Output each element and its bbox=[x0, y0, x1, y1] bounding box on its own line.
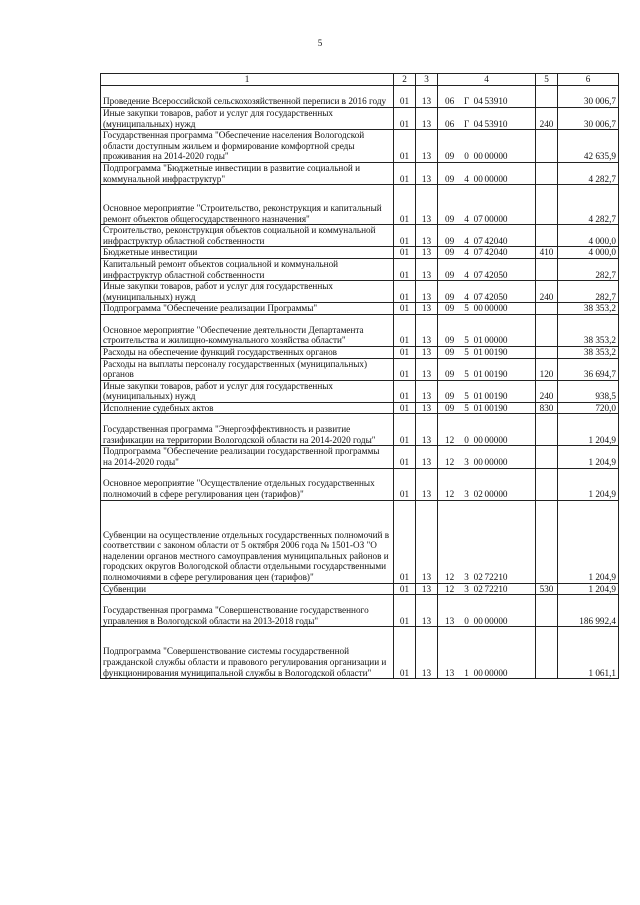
target-article-code bbox=[438, 668, 535, 679]
subsection-code-cell: 13 bbox=[416, 402, 438, 414]
target-article-part-1: 13 bbox=[445, 667, 455, 678]
amount-cell: 38 353,2 bbox=[558, 303, 619, 315]
target-article-code bbox=[438, 119, 535, 130]
target-article-code bbox=[438, 347, 535, 358]
amount-cell: 4 282,7 bbox=[558, 185, 619, 225]
target-article-part-2: 5 bbox=[464, 346, 469, 357]
target-article-part-1: 12 bbox=[445, 434, 455, 445]
target-article-cell bbox=[438, 185, 536, 225]
expense-type-cell bbox=[536, 446, 558, 468]
subsection-code-cell: 13 bbox=[416, 281, 438, 303]
target-article-part-3: 00 bbox=[473, 457, 483, 468]
table-row bbox=[101, 346, 619, 358]
target-article-part-3: 07 bbox=[473, 235, 483, 246]
target-article-part-2: 3 bbox=[464, 457, 469, 468]
target-article-part-4: 00190 bbox=[484, 402, 508, 413]
table-row bbox=[101, 627, 619, 679]
target-article-part-1: 09 bbox=[445, 173, 455, 184]
target-article-part-2: 3 bbox=[464, 583, 469, 594]
target-article-code bbox=[438, 403, 535, 414]
amount-cell: 42 635,9 bbox=[558, 130, 619, 163]
target-article-cell bbox=[438, 583, 536, 595]
subsection-code-cell: 13 bbox=[416, 130, 438, 163]
target-article-cell bbox=[438, 303, 536, 315]
target-article-part-2: 5 bbox=[464, 369, 469, 380]
target-article-cell bbox=[438, 595, 536, 627]
target-article-part-1: 09 bbox=[445, 391, 455, 402]
table-row bbox=[101, 108, 619, 130]
amount-cell: 1 204,9 bbox=[558, 500, 619, 583]
target-article-part-1: 09 bbox=[445, 247, 455, 258]
target-article-part-4: 72210 bbox=[484, 572, 508, 583]
expense-type-cell bbox=[536, 414, 558, 446]
expense-type-cell: 530 bbox=[536, 583, 558, 595]
target-article-part-1: 09 bbox=[445, 213, 455, 224]
subsection-code-cell: 13 bbox=[416, 414, 438, 446]
section-code-cell: 01 bbox=[394, 281, 416, 303]
amount-cell: 938,5 bbox=[558, 380, 619, 402]
target-article-part-4: 00000 bbox=[484, 615, 508, 626]
expense-type-cell bbox=[536, 595, 558, 627]
expense-type-cell bbox=[536, 130, 558, 163]
subsection-code-cell: 13 bbox=[416, 500, 438, 583]
target-article-cell bbox=[438, 258, 536, 280]
expense-name-cell: Субвенции на осуществление отдельных государственных полномочий в соответствии с законом области от 5 октября 2006 года № 1501-ОЗ "О наделении органов местного самоуправления муниципальных районов и городских округов Вологодской области отдельными государственными полномочиями в сфере регулирования цен (тарифов)" bbox=[101, 500, 394, 583]
header-col-2: 2 bbox=[394, 74, 416, 86]
subsection-code-cell: 13 bbox=[416, 314, 438, 346]
amount-cell: 1 061,1 bbox=[558, 627, 619, 679]
target-article-cell bbox=[438, 225, 536, 247]
target-article-cell bbox=[438, 247, 536, 259]
section-code-cell: 01 bbox=[394, 583, 416, 595]
table-row bbox=[101, 583, 619, 595]
subsection-code-cell: 13 bbox=[416, 446, 438, 468]
amount-cell: 4 000,0 bbox=[558, 247, 619, 259]
expense-type-cell: 240 bbox=[536, 281, 558, 303]
target-article-part-4: 00000 bbox=[484, 303, 508, 314]
target-article-part-3: 00 bbox=[473, 303, 483, 314]
target-article-part-3: 00 bbox=[473, 667, 483, 678]
target-article-cell bbox=[438, 281, 536, 303]
target-article-part-1: 09 bbox=[445, 402, 455, 413]
target-article-part-1: 12 bbox=[445, 489, 455, 500]
amount-cell: 30 006,7 bbox=[558, 86, 619, 108]
expense-name-cell: Исполнение судебных актов bbox=[101, 402, 394, 414]
target-article-part-2: 4 bbox=[464, 173, 469, 184]
target-article-part-4: 53910 bbox=[484, 118, 508, 129]
table-row bbox=[101, 468, 619, 500]
subsection-code-cell: 13 bbox=[416, 303, 438, 315]
target-article-part-1: 12 bbox=[445, 457, 455, 468]
target-article-part-4: 53910 bbox=[484, 96, 508, 107]
target-article-part-1: 09 bbox=[445, 346, 455, 357]
target-article-part-1: 09 bbox=[445, 235, 455, 246]
section-code-cell: 01 bbox=[394, 108, 416, 130]
target-article-code bbox=[438, 489, 535, 500]
section-code-cell: 01 bbox=[394, 314, 416, 346]
expense-name-cell: Государственная программа "Энергоэффективность и развитие газификации на территории Вологодской области на 2014-2020 годы" bbox=[101, 414, 394, 446]
table-row bbox=[101, 595, 619, 627]
subsection-code-cell: 13 bbox=[416, 247, 438, 259]
target-article-part-2: 5 bbox=[464, 402, 469, 413]
amount-cell: 1 204,9 bbox=[558, 468, 619, 500]
target-article-part-3: 02 bbox=[473, 572, 483, 583]
target-article-code bbox=[438, 303, 535, 314]
target-article-part-1: 12 bbox=[445, 583, 455, 594]
target-article-part-3: 00 bbox=[473, 151, 483, 162]
target-article-part-3: 02 bbox=[473, 583, 483, 594]
table-row bbox=[101, 185, 619, 225]
target-article-part-4: 72210 bbox=[484, 583, 508, 594]
target-article-part-3: 07 bbox=[473, 247, 483, 258]
target-article-part-4: 00000 bbox=[484, 335, 508, 346]
expense-name-cell: Государственная программа "Совершенствование государственного управления в Вологодской области на 2013-2018 годы" bbox=[101, 595, 394, 627]
section-code-cell: 01 bbox=[394, 130, 416, 163]
amount-cell: 4 282,7 bbox=[558, 162, 619, 184]
amount-cell: 282,7 bbox=[558, 281, 619, 303]
expense-type-cell bbox=[536, 346, 558, 358]
target-article-cell bbox=[438, 346, 536, 358]
amount-cell: 38 353,2 bbox=[558, 314, 619, 346]
target-article-code bbox=[438, 270, 535, 281]
expense-type-cell: 830 bbox=[536, 402, 558, 414]
expense-name-cell: Субвенции bbox=[101, 583, 394, 595]
expense-type-cell: 240 bbox=[536, 380, 558, 402]
expense-name-cell: Подпрограмма "Обеспечение реализации государственной программы на 2014-2020 годы" bbox=[101, 446, 394, 468]
expense-name-cell: Подпрограмма "Бюджетные инвестиции в развитие социальной и коммунальной инфраструктур" bbox=[101, 162, 394, 184]
subsection-code-cell: 13 bbox=[416, 185, 438, 225]
section-code-cell: 01 bbox=[394, 225, 416, 247]
table-row bbox=[101, 500, 619, 583]
subsection-code-cell: 13 bbox=[416, 258, 438, 280]
expense-name-cell: Иные закупки товаров, работ и услуг для государственных (муниципальных) нужд bbox=[101, 380, 394, 402]
table-row bbox=[101, 358, 619, 380]
target-article-part-2: 5 bbox=[464, 391, 469, 402]
target-article-part-3: 07 bbox=[473, 269, 483, 280]
target-article-part-2: 5 bbox=[464, 335, 469, 346]
table-row bbox=[101, 130, 619, 163]
target-article-part-4: 00000 bbox=[484, 173, 508, 184]
amount-cell: 282,7 bbox=[558, 258, 619, 280]
header-col-1: 1 bbox=[101, 74, 394, 86]
target-article-cell bbox=[438, 130, 536, 163]
amount-cell: 1 204,9 bbox=[558, 414, 619, 446]
expense-type-cell bbox=[536, 314, 558, 346]
expense-type-cell bbox=[536, 627, 558, 679]
target-article-code bbox=[438, 572, 535, 583]
expense-type-cell bbox=[536, 303, 558, 315]
expense-type-cell: 240 bbox=[536, 108, 558, 130]
subsection-code-cell: 13 bbox=[416, 583, 438, 595]
subsection-code-cell: 13 bbox=[416, 108, 438, 130]
expense-type-cell bbox=[536, 500, 558, 583]
expense-name-cell: Проведение Всероссийской сельскохозяйственной переписи в 2016 году bbox=[101, 86, 394, 108]
target-article-part-3: 01 bbox=[473, 369, 483, 380]
table-row bbox=[101, 258, 619, 280]
target-article-part-1: 09 bbox=[445, 291, 455, 302]
expense-name-cell: Основное мероприятие "Обеспечение деятельности Департамента строительства и жилищно-коммунального хозяйства области" bbox=[101, 314, 394, 346]
table-row bbox=[101, 303, 619, 315]
target-article-part-3: 01 bbox=[473, 335, 483, 346]
target-article-part-2: Г bbox=[463, 96, 470, 107]
header-col-3: 3 bbox=[416, 74, 438, 86]
target-article-part-1: 06 bbox=[445, 118, 455, 129]
section-code-cell: 01 bbox=[394, 358, 416, 380]
amount-cell: 4 000,0 bbox=[558, 225, 619, 247]
section-code-cell: 01 bbox=[394, 303, 416, 315]
target-article-part-3: 01 bbox=[473, 346, 483, 357]
table-header-row bbox=[101, 74, 619, 86]
expense-type-cell bbox=[536, 185, 558, 225]
expense-type-cell bbox=[536, 225, 558, 247]
target-article-part-2: 1 bbox=[464, 667, 469, 678]
target-article-code bbox=[438, 247, 535, 258]
target-article-part-3: 07 bbox=[473, 291, 483, 302]
subsection-code-cell: 13 bbox=[416, 595, 438, 627]
target-article-cell bbox=[438, 314, 536, 346]
target-article-cell bbox=[438, 86, 536, 108]
expense-type-cell bbox=[536, 86, 558, 108]
target-article-cell bbox=[438, 380, 536, 402]
target-article-part-1: 09 bbox=[445, 303, 455, 314]
section-code-cell: 01 bbox=[394, 346, 416, 358]
target-article-part-2: 4 bbox=[464, 269, 469, 280]
target-article-cell bbox=[438, 500, 536, 583]
target-article-cell bbox=[438, 162, 536, 184]
target-article-cell bbox=[438, 402, 536, 414]
target-article-part-2: 4 bbox=[464, 213, 469, 224]
section-code-cell: 01 bbox=[394, 446, 416, 468]
target-article-part-2: 0 bbox=[464, 434, 469, 445]
table-row bbox=[101, 247, 619, 259]
amount-cell: 1 204,9 bbox=[558, 446, 619, 468]
target-article-part-4: 42040 bbox=[484, 235, 508, 246]
target-article-part-4: 42050 bbox=[484, 269, 508, 280]
target-article-part-2: 3 bbox=[464, 489, 469, 500]
target-article-code bbox=[438, 457, 535, 468]
section-code-cell: 01 bbox=[394, 402, 416, 414]
target-article-part-4: 00000 bbox=[484, 151, 508, 162]
target-article-part-4: 00000 bbox=[484, 213, 508, 224]
section-code-cell: 01 bbox=[394, 414, 416, 446]
target-article-part-4: 00190 bbox=[484, 346, 508, 357]
subsection-code-cell: 13 bbox=[416, 627, 438, 679]
section-code-cell: 01 bbox=[394, 258, 416, 280]
target-article-part-1: 09 bbox=[445, 151, 455, 162]
target-article-part-2: 4 bbox=[464, 235, 469, 246]
target-article-code bbox=[438, 369, 535, 380]
expense-type-cell: 410 bbox=[536, 247, 558, 259]
expense-name-cell: Подпрограмма "Обеспечение реализации Программы" bbox=[101, 303, 394, 315]
target-article-part-3: 00 bbox=[473, 615, 483, 626]
table-row bbox=[101, 380, 619, 402]
expense-type-cell bbox=[536, 258, 558, 280]
section-code-cell: 01 bbox=[394, 185, 416, 225]
table-row bbox=[101, 225, 619, 247]
target-article-part-4: 42050 bbox=[484, 291, 508, 302]
section-code-cell: 01 bbox=[394, 247, 416, 259]
expense-type-cell bbox=[536, 162, 558, 184]
target-article-code bbox=[438, 292, 535, 303]
header-col-4: 4 bbox=[438, 74, 536, 86]
budget-table bbox=[100, 73, 619, 679]
target-article-part-2: Г bbox=[463, 118, 470, 129]
expense-name-cell: Расходы на выплаты персоналу государственных (муниципальных) органов bbox=[101, 358, 394, 380]
expense-name-cell: Подпрограмма "Совершенствование системы государственной гражданской службы области и правового регулирования организации и функционирования муниципальной службы в Вологодской области" bbox=[101, 627, 394, 679]
subsection-code-cell: 13 bbox=[416, 162, 438, 184]
section-code-cell: 01 bbox=[394, 86, 416, 108]
target-article-code bbox=[438, 584, 535, 595]
target-article-part-3: 00 bbox=[473, 173, 483, 184]
amount-cell: 720,0 bbox=[558, 402, 619, 414]
subsection-code-cell: 13 bbox=[416, 468, 438, 500]
expense-name-cell: Основное мероприятие "Строительство, реконструкция и капитальный ремонт объектов общегосударственного назначения" bbox=[101, 185, 394, 225]
expense-name-cell: Строительство, реконструкция объектов социальной и коммунальной инфраструктур областной собственности bbox=[101, 225, 394, 247]
amount-cell: 30 006,7 bbox=[558, 108, 619, 130]
target-article-part-3: 04 bbox=[473, 96, 483, 107]
table-row bbox=[101, 414, 619, 446]
target-article-code bbox=[438, 236, 535, 247]
target-article-part-2: 3 bbox=[464, 572, 469, 583]
amount-cell: 38 353,2 bbox=[558, 346, 619, 358]
target-article-code bbox=[438, 174, 535, 185]
amount-cell: 36 694,7 bbox=[558, 358, 619, 380]
target-article-part-2: 0 bbox=[464, 615, 469, 626]
subsection-code-cell: 13 bbox=[416, 346, 438, 358]
expense-type-cell bbox=[536, 468, 558, 500]
subsection-code-cell: 13 bbox=[416, 225, 438, 247]
target-article-part-1: 09 bbox=[445, 269, 455, 280]
subsection-code-cell: 13 bbox=[416, 86, 438, 108]
section-code-cell: 01 bbox=[394, 595, 416, 627]
target-article-part-1: 12 bbox=[445, 572, 455, 583]
target-article-cell bbox=[438, 358, 536, 380]
target-article-code bbox=[438, 96, 535, 107]
target-article-code bbox=[438, 391, 535, 402]
expense-name-cell: Бюджетные инвестиции bbox=[101, 247, 394, 259]
expense-name-cell: Иные закупки товаров, работ и услуг для государственных (муниципальных) нужд bbox=[101, 281, 394, 303]
target-article-part-4: 00190 bbox=[484, 369, 508, 380]
target-article-cell bbox=[438, 414, 536, 446]
expense-name-cell: Капитальный ремонт объектов социальной и коммунальной инфраструктур областной собственности bbox=[101, 258, 394, 280]
target-article-cell bbox=[438, 446, 536, 468]
subsection-code-cell: 13 bbox=[416, 358, 438, 380]
target-article-part-3: 07 bbox=[473, 213, 483, 224]
target-article-part-4: 00000 bbox=[484, 489, 508, 500]
subsection-code-cell: 13 bbox=[416, 380, 438, 402]
target-article-part-3: 01 bbox=[473, 391, 483, 402]
table-row bbox=[101, 281, 619, 303]
section-code-cell: 01 bbox=[394, 468, 416, 500]
header-col-5: 5 bbox=[536, 74, 558, 86]
target-article-cell bbox=[438, 468, 536, 500]
target-article-part-3: 02 bbox=[473, 489, 483, 500]
section-code-cell: 01 bbox=[394, 380, 416, 402]
target-article-code bbox=[438, 616, 535, 627]
page-number: 5 bbox=[317, 38, 323, 48]
target-article-part-3: 01 bbox=[473, 402, 483, 413]
table-row bbox=[101, 402, 619, 414]
target-article-part-1: 06 bbox=[445, 96, 455, 107]
target-article-part-1: 13 bbox=[445, 615, 455, 626]
table-row bbox=[101, 446, 619, 468]
expense-name-cell: Расходы на обеспечение функций государственных органов bbox=[101, 346, 394, 358]
target-article-part-4: 00000 bbox=[484, 457, 508, 468]
target-article-code bbox=[438, 335, 535, 346]
target-article-part-4: 00000 bbox=[484, 667, 508, 678]
expense-name-cell: Государственная программа "Обеспечение населения Вологодской области доступным жильем и формирование комфортной среды проживания на 2014-2020 годы" bbox=[101, 130, 394, 163]
target-article-cell bbox=[438, 627, 536, 679]
target-article-cell bbox=[438, 108, 536, 130]
target-article-code bbox=[438, 435, 535, 446]
target-article-part-4: 00000 bbox=[484, 434, 508, 445]
expense-type-cell: 120 bbox=[536, 358, 558, 380]
section-code-cell: 01 bbox=[394, 627, 416, 679]
target-article-part-4: 42040 bbox=[484, 247, 508, 258]
header-col-6: 6 bbox=[558, 74, 619, 86]
target-article-part-3: 00 bbox=[473, 434, 483, 445]
section-code-cell: 01 bbox=[394, 500, 416, 583]
target-article-part-2: 5 bbox=[464, 303, 469, 314]
target-article-part-2: 4 bbox=[464, 247, 469, 258]
section-code-cell: 01 bbox=[394, 162, 416, 184]
target-article-part-1: 09 bbox=[445, 369, 455, 380]
amount-cell: 1 204,9 bbox=[558, 583, 619, 595]
expense-name-cell: Иные закупки товаров, работ и услуг для государственных (муниципальных) нужд bbox=[101, 108, 394, 130]
target-article-code bbox=[438, 214, 535, 225]
target-article-part-3: 04 bbox=[473, 118, 483, 129]
table-row bbox=[101, 86, 619, 108]
amount-cell: 186 992,4 bbox=[558, 595, 619, 627]
target-article-part-4: 00190 bbox=[484, 391, 508, 402]
target-article-code bbox=[438, 151, 535, 162]
target-article-part-1: 09 bbox=[445, 335, 455, 346]
table-row bbox=[101, 314, 619, 346]
expense-name-cell: Основное мероприятие "Осуществление отдельных государственных полномочий в сфере регулирования цен (тарифов)" bbox=[101, 468, 394, 500]
target-article-part-2: 4 bbox=[464, 291, 469, 302]
target-article-part-2: 0 bbox=[464, 151, 469, 162]
table-row bbox=[101, 162, 619, 184]
